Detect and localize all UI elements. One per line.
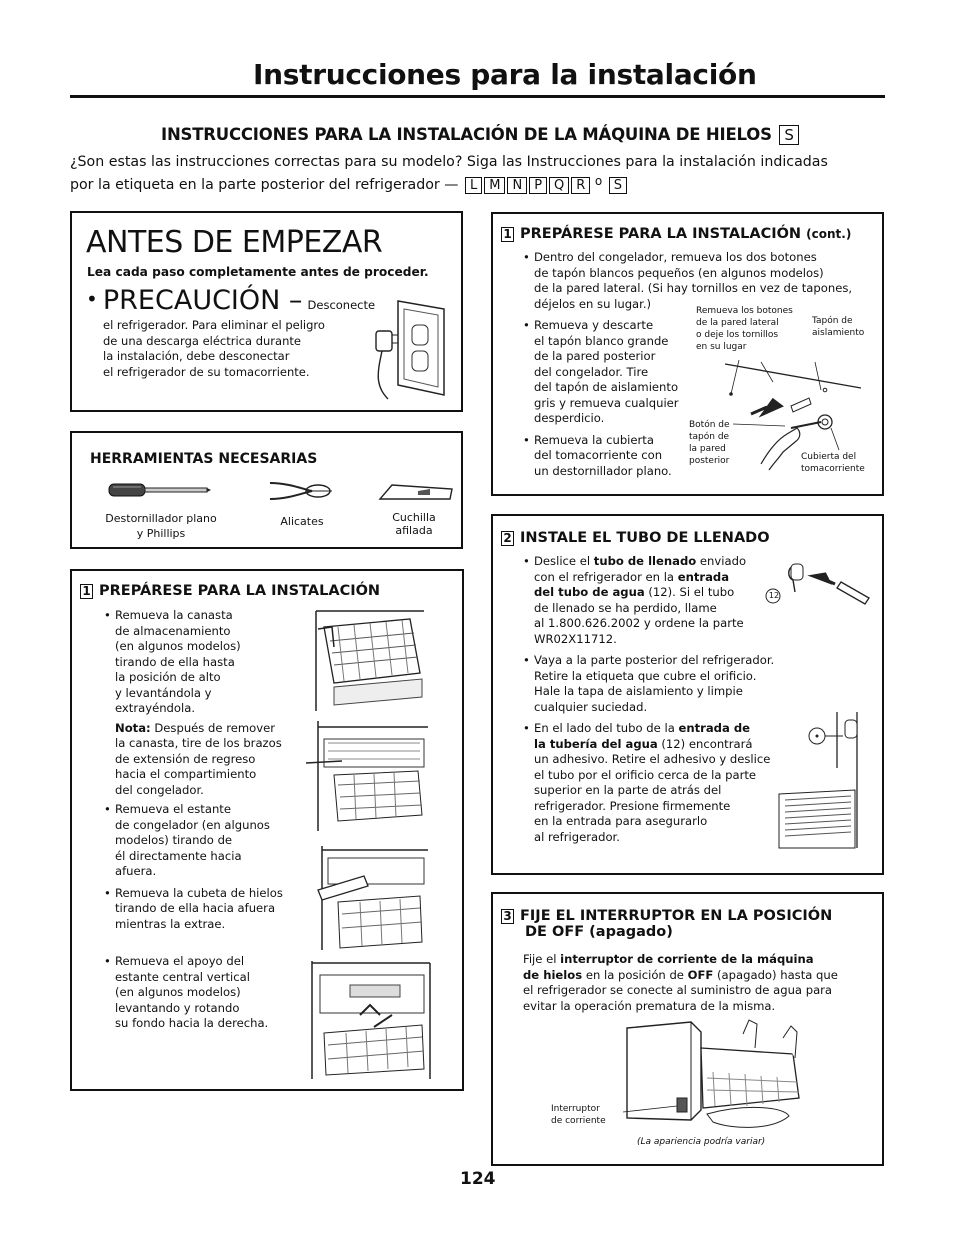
list-item: • Deslice el tubo de llenado enviado con el refrigerador en la entrada del tubo de agua (12). Si el tubo de llenado se ha perdido, llame al 1.800.626.2002 y ordene la parte WR02X11712. bbox=[523, 554, 783, 647]
list-item: • Vaya a la parte posterior del refrigerador. Retire la etiqueta que cubre el orificio. Hale la tapa de aislamiento y limpie cualquier suciedad. bbox=[523, 653, 783, 715]
tool-label-knife: Cuchilla afilada bbox=[392, 511, 436, 537]
freezer-icebucket-illustration bbox=[304, 846, 432, 951]
step2-box bbox=[491, 514, 884, 875]
step1cont-box bbox=[491, 212, 884, 496]
icemaker-illustration bbox=[603, 1018, 809, 1140]
model-box: P bbox=[529, 177, 547, 194]
callout-rear-button: Botón de tapón de la pared posterior bbox=[689, 420, 730, 466]
screwdriver-icon bbox=[107, 481, 212, 499]
tool-label-screwdriver: Destornillador plano y Phillips bbox=[105, 512, 217, 540]
list-item: • En el lado del tubo de la entrada de la tubería del agua (12) encontrará un adhesivo. Retire el adhesivo y deslice el tubo por el orificio cerca de la parte superior en la parte de atrás del refrigerador. Presione firmemente en la entrada para asegurarlo al refrigerador. bbox=[523, 721, 783, 845]
callout-power-switch: Interruptor de corriente bbox=[551, 1104, 606, 1126]
page-number: 124 bbox=[460, 1169, 496, 1189]
step3-heading: 3 FIJE EL INTERRUPTOR EN LA POSICIÓN DE OFF (apagado) bbox=[501, 908, 832, 940]
antes-lead: Lea cada paso completamente antes de proceder. bbox=[87, 265, 429, 279]
callout-outlet-cover: Cubierta del tomacorriente bbox=[801, 452, 865, 474]
page-title: Instrucciones para la instalación bbox=[253, 58, 757, 91]
pliers-icon bbox=[268, 479, 334, 503]
list-item: • Dentro del congelador, remueva los dos botones de tapón blancos pequeños (en algunos modelos) de la pared lateral. (Si hay tornillos en vez de tapones, déjelos en su lugar.) bbox=[523, 250, 883, 312]
model-box: L bbox=[465, 177, 482, 194]
step1-heading: 1 PREPÁRESE PARA LA INSTALACIÓN bbox=[80, 583, 380, 599]
model-box: S bbox=[609, 177, 627, 194]
section-heading: INSTRUCCIONES PARA LA INSTALACIÓN DE LA MÁQUINA DE HIELOS S bbox=[161, 125, 799, 145]
freezer-arms-illustration bbox=[304, 721, 432, 833]
antes-title: ANTES DE EMPEZAR bbox=[86, 225, 383, 260]
callout-side-buttons: Remueva los botones de la pared lateral o deje los tornillos en su lugar bbox=[696, 306, 793, 352]
step2-heading: 2 INSTALE EL TUBO DE LLENADO bbox=[501, 530, 770, 546]
callout-12: 12 bbox=[768, 591, 780, 600]
tools-box bbox=[70, 431, 463, 549]
freezer-support-illustration bbox=[304, 959, 434, 1081]
appearance-caption: (La apariencia podría variar) bbox=[637, 1137, 766, 1147]
freezer-wall-illustration bbox=[721, 354, 871, 472]
step1cont-b2b3 bbox=[523, 318, 688, 483]
model-letter-box: S bbox=[779, 125, 798, 145]
step1-text bbox=[104, 608, 294, 1036]
tools-title: HERRAMIENTAS NECESARIAS bbox=[90, 451, 318, 467]
caution-title: • PRECAUCIÓN – Desconecte bbox=[86, 285, 376, 316]
step3-text: Fije el interruptor de corriente de la máquina de hielos en la posición de OFF (apagado) hasta que el refrigerador se conecte al suministro de agua para evitar la operación prematura de la misma. bbox=[523, 952, 838, 1013]
model-box: Q bbox=[549, 177, 569, 194]
model-box: M bbox=[484, 177, 505, 194]
freezer-basket-illustration bbox=[304, 607, 432, 715]
list-item: • Remueva el estante de congelador (en algunos modelos) tirando de él directamente hacia afuera. bbox=[104, 802, 294, 880]
step1-note: Nota: Después de remover la canasta, tire de los brazos de extensión de regreso hacia el compartimiento del congelador. bbox=[115, 720, 282, 797]
outlet-plug-illustration bbox=[368, 295, 450, 403]
step1cont-heading: 1 PREPÁRESE PARA LA INSTALACIÓN (cont.) bbox=[501, 226, 851, 242]
list-item: • Remueva la canasta de almacenamiento (en algunos modelos) tirando de ella hasta la posición de alto y levantándola y extrayéndola. bbox=[104, 608, 294, 717]
list-item: • Remueva la cubeta de hielos tirando de ella hacia afuera mientras la extrae. bbox=[104, 886, 294, 933]
step2-text bbox=[523, 554, 783, 849]
step1-box bbox=[70, 569, 464, 1091]
fill-tube-illustration bbox=[765, 560, 875, 608]
tool-label-pliers: Alicates bbox=[280, 515, 324, 528]
model-box: N bbox=[507, 177, 527, 194]
list-item: • Remueva el apoyo del estante central vertical (en algunos modelos) levantando y rotando su fondo hacia la derecha. bbox=[104, 954, 294, 1032]
intro-text: ¿Son estas las instrucciones correctas para su modelo? Siga las Instrucciones para la instalación indicadas por la etiqueta en la parte posterior del refrigerador — L M N P Q R $^o$ S bbox=[70, 154, 828, 193]
refrigerator-back-illustration bbox=[777, 708, 873, 852]
title-rule bbox=[70, 95, 885, 98]
list-item: • Remueva la cubierta del tomacorriente con un destornillador plano. bbox=[523, 433, 688, 480]
antes-box bbox=[70, 211, 463, 412]
utility-knife-icon bbox=[378, 481, 454, 503]
caution-text: el refrigerador. Para eliminar el peligro de una descarga eléctrica durante la instalación, debe desconectar el refrigerador de su tomacorriente. bbox=[103, 318, 325, 379]
callout-insulation-plug: Tapón de aislamiento bbox=[812, 316, 865, 338]
step3-box bbox=[491, 892, 884, 1166]
list-item: • Remueva y descarte el tapón blanco grande de la pared posterior del congelador. Tire del tapón de aislamiento gris y remueva cualquier desperdicio. bbox=[523, 318, 688, 427]
model-box: R bbox=[571, 177, 590, 194]
